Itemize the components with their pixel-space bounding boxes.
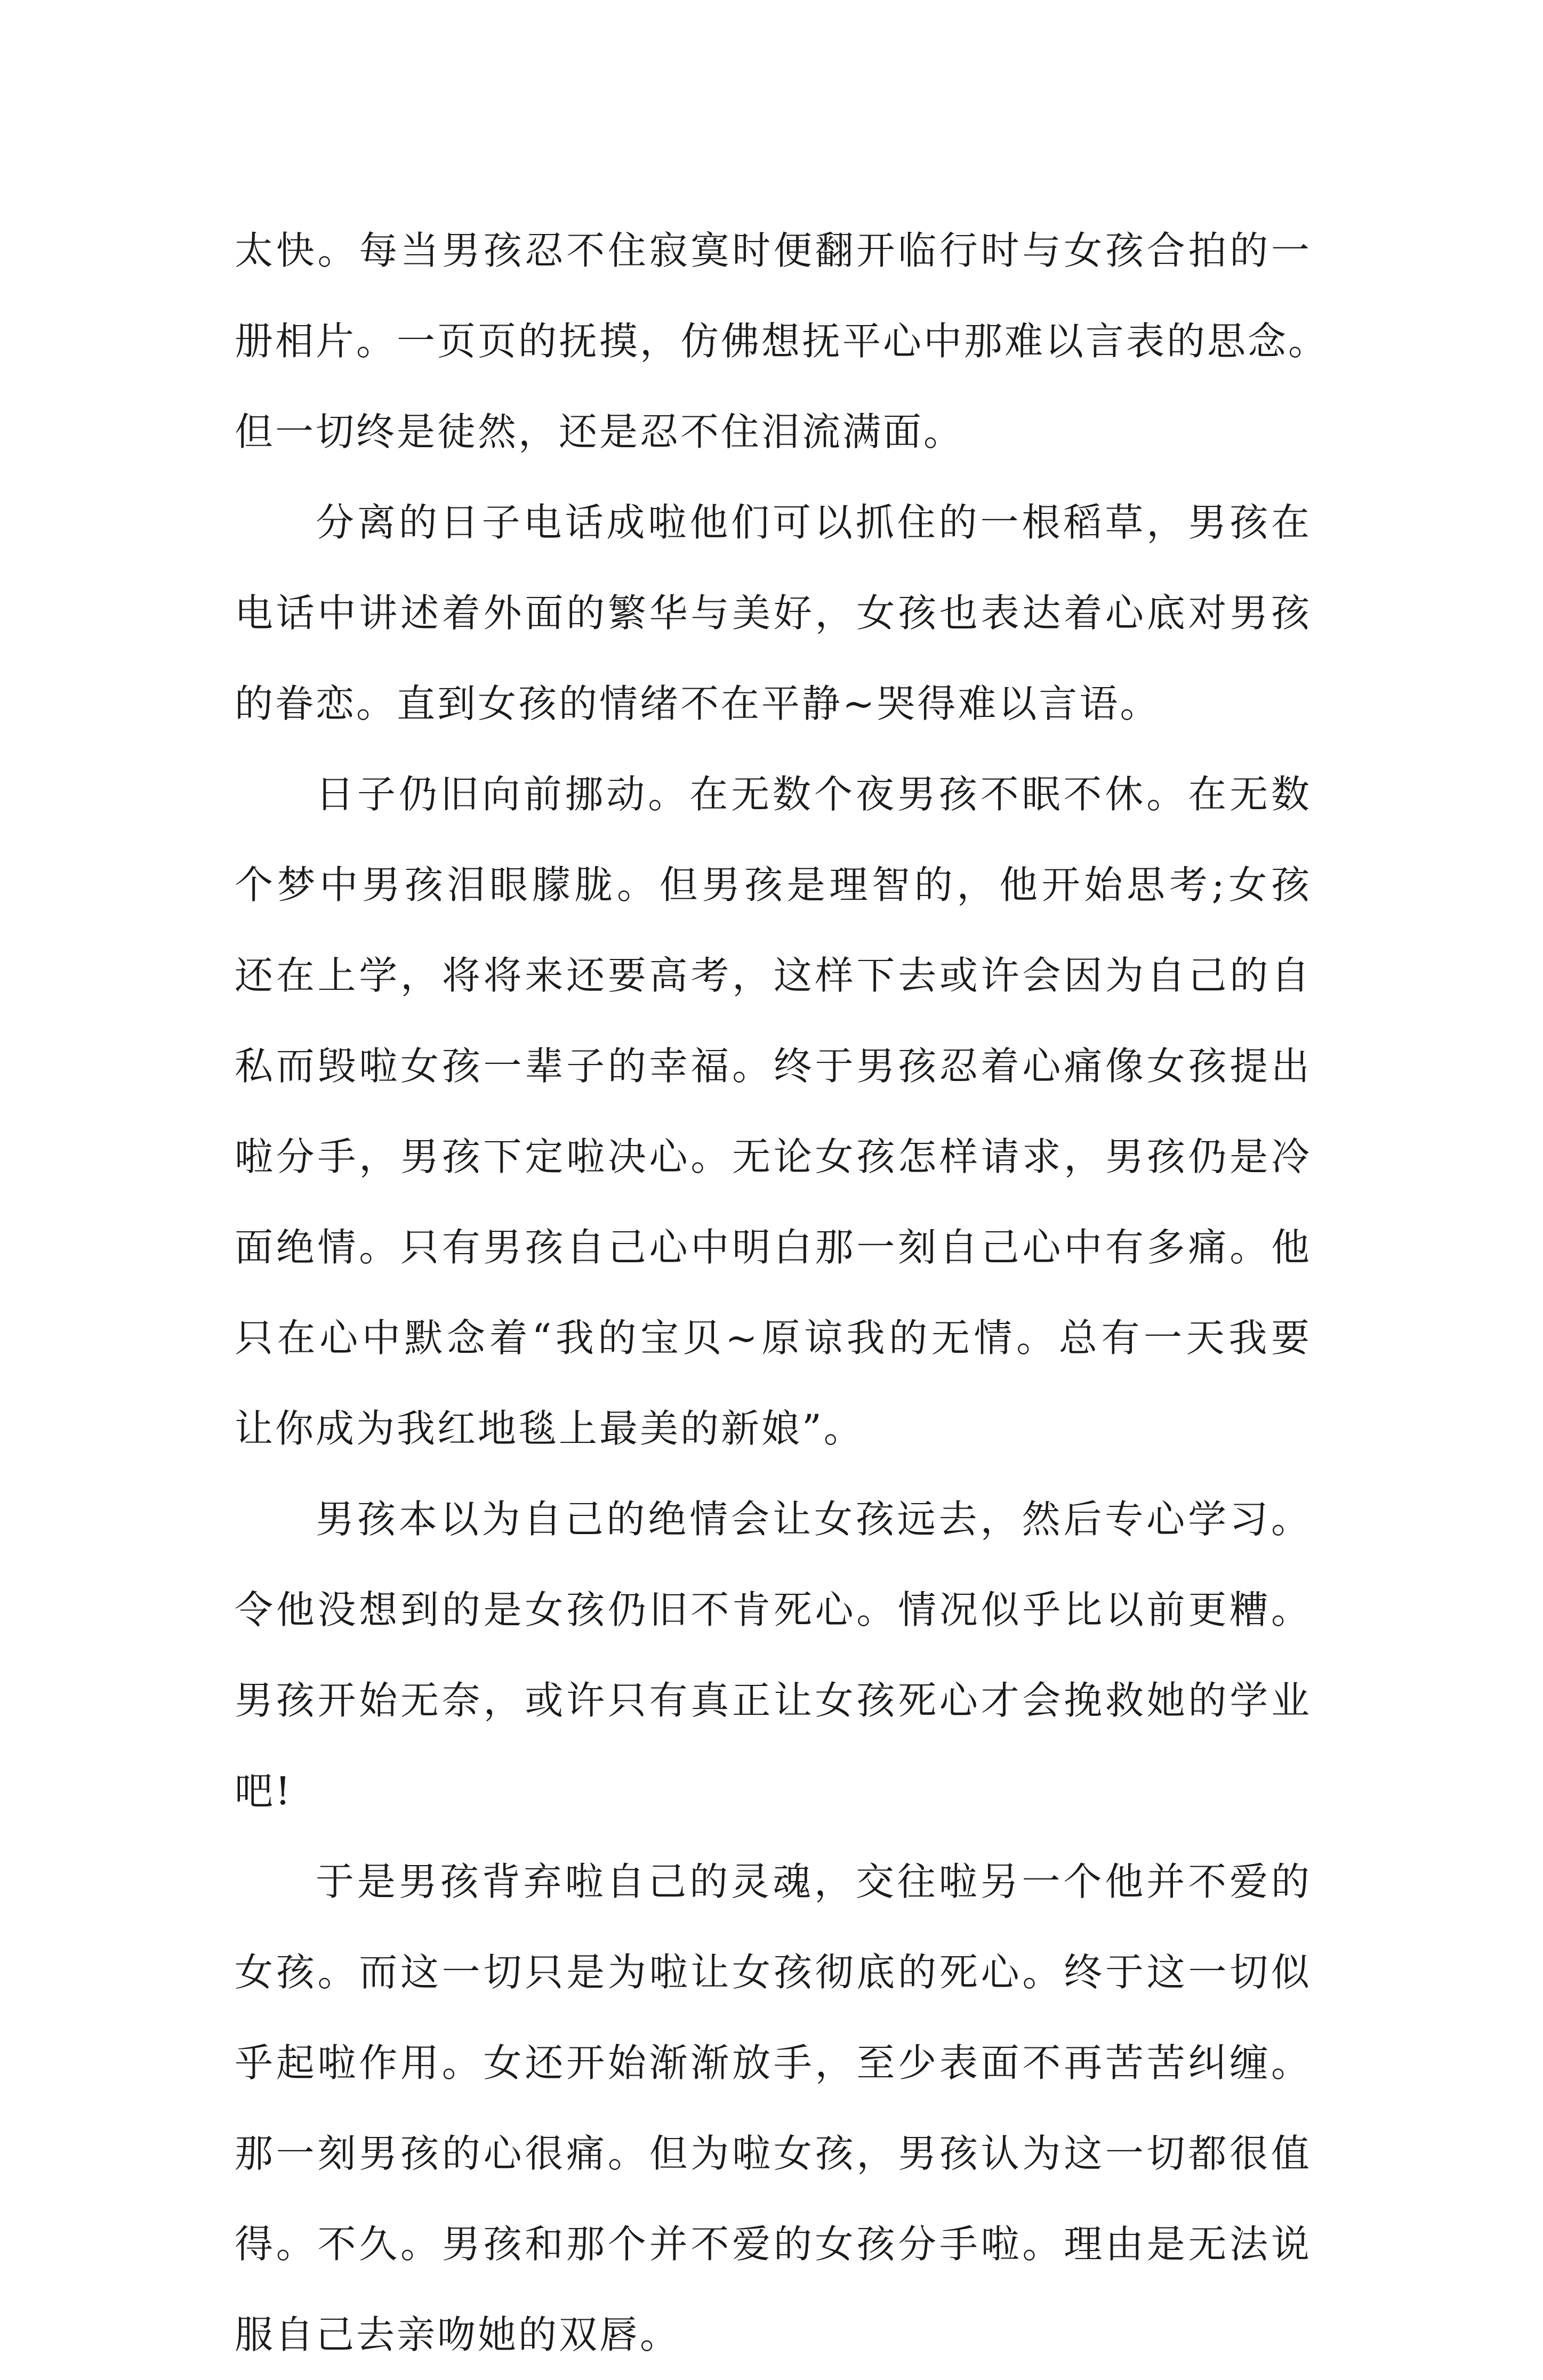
document-body [235,205,1329,2380]
text-line: 册相片。一页页的抚摸，仿佛想抚平心中那难以言表的思念。 [235,319,1329,364]
text-line: 日子仍旧向前挪动。在无数个夜男孩不眠不休。在无数 [316,772,1312,817]
text-line: 吧! [235,1769,293,1813]
text-line: 面绝情。只有男孩自己心中明白那一刻自己心中有多痛。他 [235,1225,1312,1270]
text-line: 但一切终是徒然，还是忍不住泪流满面。 [235,409,965,454]
text-line: 太快。每当男孩忍不住寂寞时便翻开临行时与女孩合拍的一 [235,228,1312,273]
text-line: 服自己去亲吻她的双唇。 [235,2312,681,2357]
text-line: 让你成为我红地毯上最美的新娘”。 [235,1406,864,1451]
text-line: 电话中讲述着外面的繁华与美好，女孩也表达着心底对男孩 [235,591,1312,635]
text-line: 女孩。而这一切只是为啦让女孩彻底的死心。终于这一切似 [235,1950,1312,1995]
text-line: 私而毁啦女孩一辈子的幸福。终于男孩忍着心痛像女孩提出 [235,1044,1312,1088]
text-line: 还在上学，将将来还要高考，这样下去或许会因为自己的自 [235,953,1312,998]
text-line: 啦分手，男孩下定啦决心。无论女孩怎样请求，男孩仍是冷 [235,1134,1312,1179]
text-line: 得。不久。男孩和那个并不爱的女孩分手啦。理由是无法说 [235,2222,1312,2266]
text-line: 令他没想到的是女孩仍旧不肯死心。情况似乎比以前更糟。 [235,1587,1312,1632]
text-line: 的眷恋。直到女孩的情绪不在平静~哭得难以言语。 [235,681,1161,726]
text-line: 那一刻男孩的心很痛。但为啦女孩，男孩认为这一切都很值 [235,2131,1312,2176]
text-line: 于是男孩背弃啦自己的灵魂，交往啦另一个他并不爱的 [316,1859,1312,1904]
text-line: 男孩本以为自己的绝情会让女孩远去，然后专心学习。 [316,1497,1312,1542]
text-line: 分离的日子电话成啦他们可以抓住的一根稻草，男孩在 [316,500,1312,545]
text-line: 乎起啦作用。女还开始渐渐放手，至少表面不再苦苦纠缠。 [235,2040,1312,2085]
text-line: 个梦中男孩泪眼朦胧。但男孩是理智的，他开始思考;女孩 [235,862,1312,907]
text-line: 男孩开始无奈，或许只有真正让女孩死心才会挽救她的学业 [235,1678,1312,1723]
text-line: 只在心中默念着“我的宝贝~原谅我的无情。总有一天我要 [235,1316,1312,1360]
